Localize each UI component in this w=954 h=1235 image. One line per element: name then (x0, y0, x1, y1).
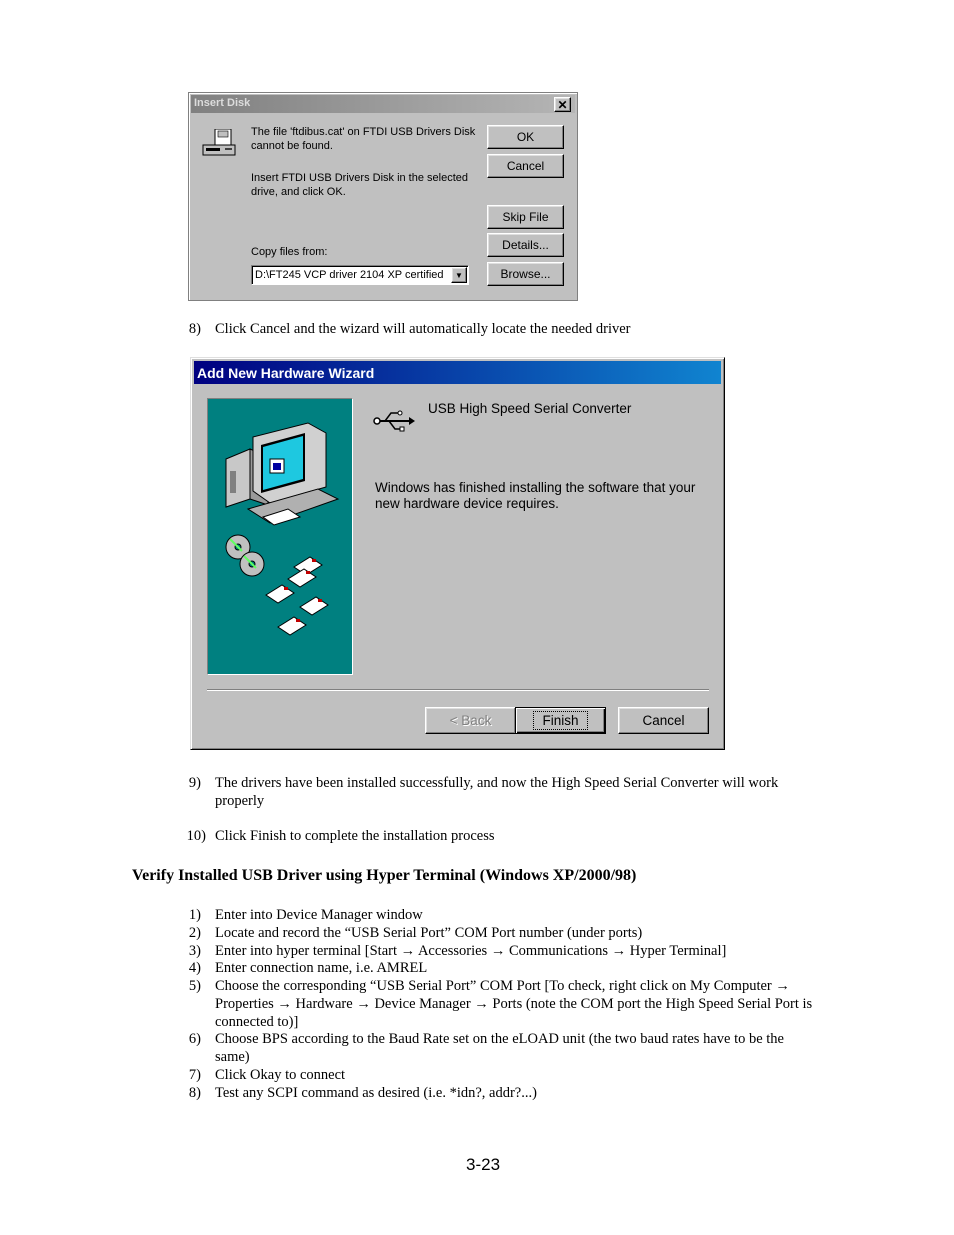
step-text: Click Cancel and the wizard will automatically locate the needed driver (215, 321, 631, 337)
copy-files-combobox[interactable] (251, 265, 469, 285)
list-text: Click Okay to connect (215, 1067, 346, 1083)
copy-files-value: D:\FT245 VCP driver 2104 XP certified (255, 269, 444, 281)
page-number: 3-23 (466, 1155, 501, 1174)
device-name: USB High Speed Serial Converter (428, 401, 632, 416)
list-item (0, 977, 954, 1031)
list-text: Locate and record the “USB Serial Port” COM Port number (under ports) (215, 925, 643, 941)
ok-button[interactable]: OK (487, 125, 564, 149)
wizard-title: Add New Hardware Wizard (197, 365, 375, 381)
list-number: 6) (188, 1031, 201, 1047)
list-number: 4) (188, 960, 201, 976)
message-insert-disk: Insert FTDI USB Drivers Disk in the selected drive, and click OK. (251, 172, 469, 198)
details-button[interactable]: Details... (487, 233, 564, 257)
list-number: 3) (188, 943, 201, 959)
add-hardware-wizard (190, 357, 725, 750)
list-text: Test any SCPI command as desired (i.e. *idn?, addr?...) (215, 1085, 537, 1101)
step-8 (0, 320, 954, 338)
list-text: Enter into hyper terminal [Start → Accessories → Communications → Hyper Terminal] (215, 943, 727, 959)
list-number: 5) (188, 978, 201, 994)
step-text-line-2: properly (215, 793, 265, 809)
computer-and-disks-icon (208, 399, 354, 676)
dialog-title: Insert Disk (194, 97, 251, 109)
dialog-titlebar (191, 95, 575, 113)
list-item (0, 1066, 954, 1084)
list-text-line-1: Choose BPS according to the Baud Rate set on the eLOAD unit (the two baud rates have to be the (215, 1031, 784, 1047)
list-item (0, 906, 954, 924)
step-text: Click Finish to complete the installation process (215, 828, 495, 844)
list-item (0, 942, 954, 960)
insert-disk-dialog (188, 92, 578, 301)
wizard-illustration (207, 398, 353, 675)
close-button[interactable] (554, 97, 571, 112)
list-number: 7) (188, 1067, 201, 1083)
list-number: 2) (188, 925, 201, 941)
section-heading: Verify Installed USB Driver using Hyper Terminal (Windows XP/2000/98) (132, 867, 637, 884)
finish-button[interactable] (515, 707, 606, 734)
step-number: 9) (188, 775, 201, 791)
wizard-titlebar (194, 361, 721, 384)
list-text-line-2: Properties → Hardware → Device Manager → Ports (note the COM port the High Speed Serial Port is (215, 996, 813, 1012)
list-text-line-1: Choose the corresponding “USB Serial Port” COM Port [To check, right click on My Computer → (215, 978, 790, 994)
cancel-button[interactable]: Cancel (487, 154, 564, 178)
list-text: Enter into Device Manager window (215, 907, 423, 923)
list-text: Enter connection name, i.e. AMREL (215, 960, 428, 976)
usb-icon (373, 408, 415, 434)
wizard-message: Windows has finished installing the software that your new hardware device requires. (375, 480, 696, 511)
browse-button[interactable]: Browse... (487, 262, 564, 286)
finish-button-label: Finish (533, 711, 587, 730)
close-icon: ✕ (557, 97, 568, 112)
step-number: 8) (188, 321, 201, 337)
floppy-drive-icon (201, 129, 237, 157)
copy-files-label: Copy files from: (251, 246, 328, 258)
skip-file-button[interactable]: Skip File (487, 205, 564, 229)
list-item (0, 1084, 954, 1102)
step-10 (0, 827, 954, 845)
list-text-line-3: connected to)] (215, 1014, 299, 1030)
wizard-cancel-button[interactable]: Cancel (618, 707, 709, 734)
step-text-line-1: The drivers have been installed successfully, and now the High Speed Serial Converter will work (215, 775, 779, 791)
step-number: 10) (186, 828, 206, 844)
list-item (0, 959, 954, 977)
list-item (0, 1030, 954, 1066)
dropdown-arrow-icon[interactable]: ▼ (451, 267, 467, 283)
step-9 (0, 774, 954, 810)
list-number: 1) (188, 907, 201, 923)
list-item (0, 924, 954, 942)
list-number: 8) (188, 1085, 201, 1101)
list-text-line-2: same) (215, 1049, 250, 1065)
wizard-separator (207, 689, 709, 691)
message-file-missing: The file 'ftdibus.cat' on FTDI USB Drivers Disk cannot be found. (251, 126, 476, 152)
back-button[interactable]: < Back (425, 707, 516, 734)
